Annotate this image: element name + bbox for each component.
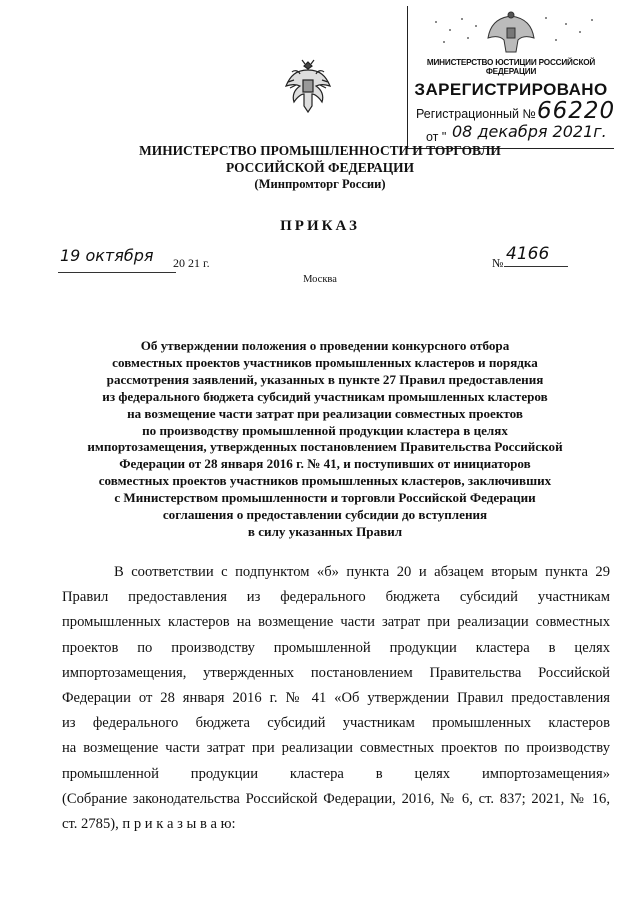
order-year: 20 21 г. — [173, 256, 210, 270]
subject-line: рассмотрения заявлений, указанных в пункте 27 Правил предоставления — [106, 371, 544, 387]
coat-of-arms-emblem — [282, 56, 334, 116]
body-line: из федерального бюджета субсидий участникам промышленных кластеров — [62, 715, 610, 732]
stamp-date-value: 08 декабря 2021г. — [452, 122, 607, 141]
body-line: проектов по производству промышленной продукции кластера в целях — [62, 639, 610, 656]
body-line: В соответствии с подпунктом «б» пункта 20 и абзацем вторым пункта 29 — [114, 564, 610, 580]
subject-line: Об утверждении положения о проведении конкурсного отбора — [140, 338, 510, 353]
order-number-value: 4166 — [506, 244, 550, 264]
subject-line: соглашения о предоставлении субсидии до вступления — [162, 507, 488, 523]
subject-line: Федерации от 28 января 2016 г. № 41, и поступивших от инициаторов — [119, 456, 531, 472]
subject-line: по производству промышленной продукции кластера в целях — [142, 422, 508, 438]
subject-line: импортозамещения, утвержденных постановлением Правительства Российской — [87, 439, 563, 455]
stamp-date-prefix: от " — [426, 130, 447, 144]
body-line: Правил предоставления из федерального бюджета субсидий участникам — [62, 589, 610, 606]
order-body-paragraph — [62, 560, 610, 837]
ministry-name-line2: РОССИЙСКОЙ ФЕДЕРАЦИИ — [225, 160, 415, 175]
body-line: промышленных кластеров на возмещение части затрат при реализации совместных — [62, 614, 610, 631]
body-line: (Собрание законодательства Российской Федерации, 2016, № 6, ст. 837; 2021, № 16, — [62, 790, 610, 807]
ministry-name-line1: МИНИСТЕРСТВО ПРОМЫШЛЕННОСТИ И ТОРГОВЛИ — [139, 143, 501, 158]
subject-line: на возмещение части затрат при реализации совместных проектов — [127, 405, 523, 421]
body-line: ст. 2785), п р и к а з ы в а ю: — [62, 816, 236, 833]
subject-line: в силу указанных Правил — [247, 523, 403, 539]
subject-line: совместных проектов участников промышленных кластеров и порядка — [112, 354, 538, 370]
order-subject — [60, 338, 590, 541]
ministry-header — [0, 142, 640, 193]
ministry-short-name: (Минпромторг России) — [254, 177, 386, 191]
stamp-emblem-seal — [416, 10, 606, 56]
registration-stamp — [407, 6, 614, 149]
order-number-label: № — [492, 256, 504, 270]
stamp-reg-number-value: 66220 — [537, 98, 616, 124]
document-type-title: ПРИКАЗ — [280, 218, 360, 234]
stamp-reg-number-label: Регистрационный № — [416, 107, 536, 121]
stamp-status: ЗАРЕГИСТРИРОВАНО — [414, 80, 608, 99]
subject-line: из федерального бюджета субсидий участникам промышленных кластеров — [102, 388, 548, 404]
subject-line: совместных проектов участников промышленных кластеров, заключивших — [98, 473, 552, 489]
body-line: промышленной продукции кластера в целях импортозамещения» — [62, 765, 610, 782]
order-date-handwritten: 19 октября — [60, 246, 154, 265]
stamp-ministry-name: МИНИСТЕРСТВО ЮСТИЦИИ РОССИЙСКОЙ ФЕДЕРАЦИИ — [426, 58, 596, 76]
body-line: импортозамещения, утвержденных постановлением Правительства Российской — [62, 664, 610, 681]
body-line: Федерации от 28 января 2016 г. № 41 «Об утверждении Правил предоставления — [62, 690, 610, 707]
body-line: на возмещение части затрат при реализации совместных проектов по производству — [62, 740, 610, 757]
subject-line: с Министерством промышленности и торговли Российской Федерации — [114, 490, 536, 506]
city-name: Москва — [303, 274, 337, 285]
date-underline — [58, 272, 176, 273]
number-underline — [504, 266, 568, 267]
